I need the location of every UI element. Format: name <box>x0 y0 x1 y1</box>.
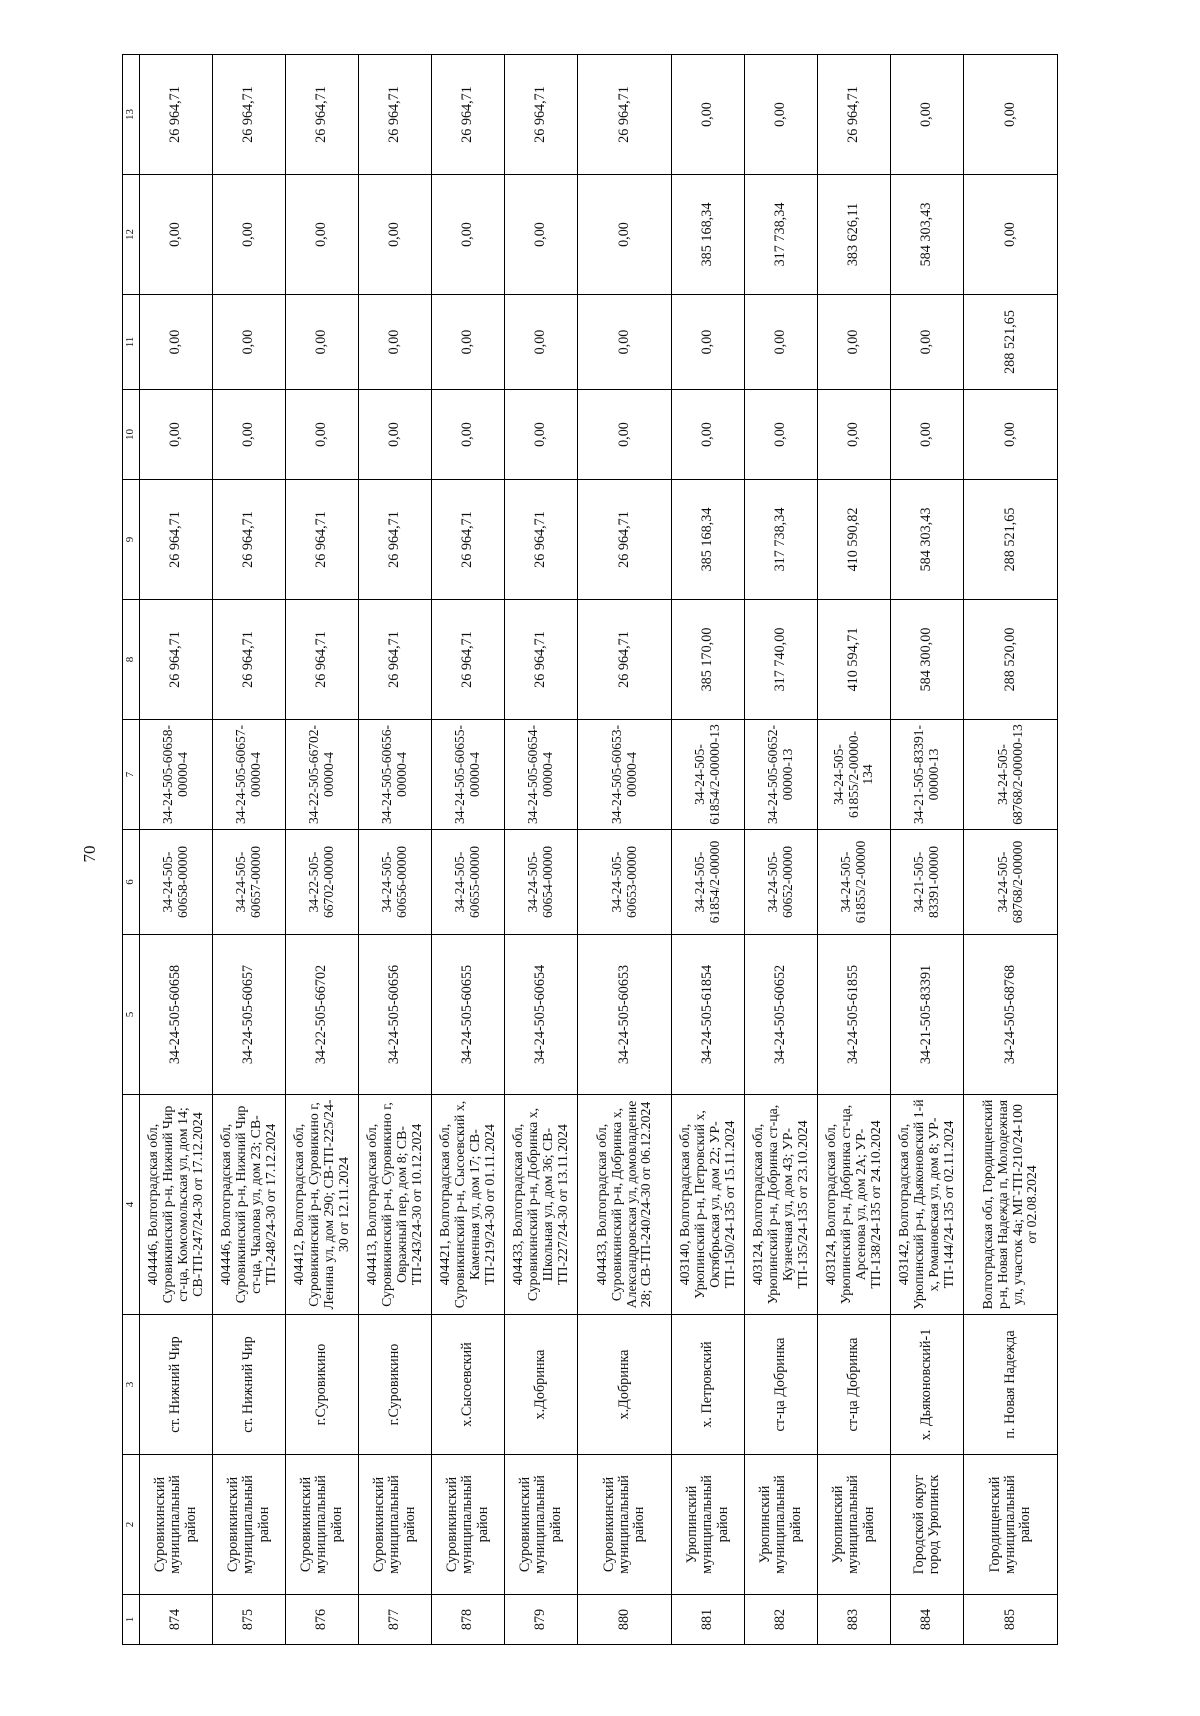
amount-cell: 26 964,71 <box>578 600 672 720</box>
table-row <box>505 55 578 1645</box>
amount-cell: 584 303,43 <box>891 480 964 600</box>
amount-cell: 410 594,71 <box>818 600 891 720</box>
amount-cell: 288 521,65 <box>964 480 1058 600</box>
amount-cell: 288 520,00 <box>964 600 1058 720</box>
amount-cell: 26 964,71 <box>505 600 578 720</box>
table-row <box>964 55 1058 1645</box>
amount-cell: 0,00 <box>891 295 964 390</box>
code-cell: 34-24-505-60658 <box>140 935 213 1095</box>
column-number: 13 <box>123 55 140 175</box>
amount-cell: 26 964,71 <box>578 480 672 600</box>
district-cell: Суровикинский муниципальный район <box>432 1455 505 1595</box>
rotated-table-container <box>122 55 1088 1645</box>
code-cell: 34-21-505-83391 <box>891 935 964 1095</box>
table-row <box>359 55 432 1645</box>
code-cell: 34-24-505-60653-00000-4 <box>578 720 672 830</box>
amount-cell: 26 964,71 <box>359 55 432 175</box>
address-cell: 404412, Волгоградская обл, Суровикинский р-н, Суровикино г, Ленина ул, дом 290; СВ-ТП-225/24-30 от 12.11.2024 <box>286 1095 359 1315</box>
district-cell: Суровикинский муниципальный район <box>578 1455 672 1595</box>
code-cell: 34-24-505-60652-00000-13 <box>745 720 818 830</box>
amount-cell: 0,00 <box>818 390 891 480</box>
amount-cell: 0,00 <box>964 175 1058 295</box>
amount-cell: 26 964,71 <box>286 480 359 600</box>
column-number: 5 <box>123 935 140 1095</box>
code-cell: 34-22-505-66702-00000 <box>286 830 359 935</box>
column-number: 7 <box>123 720 140 830</box>
district-cell: Урюпинский муниципальный район <box>672 1455 745 1595</box>
amount-cell: 0,00 <box>213 390 286 480</box>
row-number: 880 <box>578 1595 672 1645</box>
district-cell: Городищенский муниципальный район <box>964 1455 1058 1595</box>
amount-cell: 0,00 <box>672 390 745 480</box>
row-number: 883 <box>818 1595 891 1645</box>
amount-cell: 26 964,71 <box>818 55 891 175</box>
code-cell: 34-24-505-68768 <box>964 935 1058 1095</box>
district-cell: Суровикинский муниципальный район <box>286 1455 359 1595</box>
address-cell: 404433, Волгоградская обл, Суровикинский р-н, Добринка х, Школьная ул, дом 36; СВ-ТП-227/24-30 от 13.11.2024 <box>505 1095 578 1315</box>
code-cell: 34-24-505-61855/2-00000 <box>818 830 891 935</box>
code-cell: 34-21-505-83391-00000-13 <box>891 720 964 830</box>
amount-cell: 410 590,82 <box>818 480 891 600</box>
amount-cell: 26 964,71 <box>578 55 672 175</box>
amount-cell: 26 964,71 <box>432 600 505 720</box>
amount-cell: 0,00 <box>672 295 745 390</box>
row-number: 878 <box>432 1595 505 1645</box>
code-cell: 34-24-505-61854 <box>672 935 745 1095</box>
page-number: 70 <box>80 845 99 863</box>
amount-cell: 0,00 <box>432 390 505 480</box>
table-row <box>672 55 745 1645</box>
code-cell: 34-24-505-61854/2-00000 <box>672 830 745 935</box>
row-number: 879 <box>505 1595 578 1645</box>
amount-cell: 26 964,71 <box>286 55 359 175</box>
address-cell: 404421, Волгоградская обл, Суровикинский р-н, Сысоевский х, Каменная ул, дом 17; СВ-ТП-219/24-30 от 01.11.2024 <box>432 1095 505 1315</box>
address-cell: 403124, Волгоградская обл, Урюпинский р-н, Добринка ст-ца, Арсенова ул, дом 2А; УР-ТП-138/24-135 от 24.10.2024 <box>818 1095 891 1315</box>
amount-cell: 0,00 <box>359 390 432 480</box>
address-cell: 403140, Волгоградская обл, Урюпинский р-н, Петровский х, Октябрьская ул, дом 22; УР-ТП-150/24-135 от 15.11.2024 <box>672 1095 745 1315</box>
code-cell: 34-24-505-60656 <box>359 935 432 1095</box>
amount-cell: 0,00 <box>213 175 286 295</box>
locality-cell: г.Суровикино <box>286 1315 359 1455</box>
table-row <box>140 55 213 1645</box>
amount-cell: 584 300,00 <box>891 600 964 720</box>
amount-cell: 26 964,71 <box>359 480 432 600</box>
address-cell: 404433, Волгоградская обл, Суровикинский р-н, Добринка х, Александровская ул, домовладение 28; СВ-ТП-240/24-30 от 06.12.2024 <box>578 1095 672 1315</box>
code-cell: 34-24-505-60658-00000 <box>140 830 213 935</box>
amount-cell: 26 964,71 <box>432 480 505 600</box>
code-cell: 34-24-505-61855 <box>818 935 891 1095</box>
amount-cell: 0,00 <box>578 390 672 480</box>
amount-cell: 317 740,00 <box>745 600 818 720</box>
table-row <box>818 55 891 1645</box>
code-cell: 34-24-505-60655-00000-4 <box>432 720 505 830</box>
amount-cell: 584 303,43 <box>891 175 964 295</box>
code-cell: 34-24-505-60653 <box>578 935 672 1095</box>
code-cell: 34-24-505-68768/2-00000 <box>964 830 1058 935</box>
row-number: 881 <box>672 1595 745 1645</box>
column-number: 1 <box>123 1595 140 1645</box>
amount-cell: 317 738,34 <box>745 480 818 600</box>
address-cell: 404446, Волгоградская обл, Суровикинский р-н, Нижний Чир ст-ца, Комсомольская ул, дом 14; СВ-ТП-247/24-30 от 17.12.2024 <box>140 1095 213 1315</box>
amount-cell: 26 964,71 <box>432 55 505 175</box>
data-table <box>122 54 1058 1645</box>
column-number: 2 <box>123 1455 140 1595</box>
column-number: 8 <box>123 600 140 720</box>
amount-cell: 0,00 <box>672 55 745 175</box>
locality-cell: х.Добринка <box>505 1315 578 1455</box>
code-cell: 34-24-505-60656-00000-4 <box>359 720 432 830</box>
row-number: 876 <box>286 1595 359 1645</box>
amount-cell: 385 168,34 <box>672 480 745 600</box>
amount-cell: 26 964,71 <box>213 55 286 175</box>
column-number: 10 <box>123 390 140 480</box>
address-cell: 403142, Волгоградская обл, Урюпинский р-н, Дьяконовский 1-й х, Романовская ул, дом 8; УР-ТП-144/24-135 от 02.11.2024 <box>891 1095 964 1315</box>
column-number: 4 <box>123 1095 140 1315</box>
code-cell: 34-24-505-61855/2-00000-134 <box>818 720 891 830</box>
code-cell: 34-24-505-61854/2-00000-13 <box>672 720 745 830</box>
table-row <box>213 55 286 1645</box>
amount-cell: 383 626,11 <box>818 175 891 295</box>
code-cell: 34-24-505-68768/2-00000-13 <box>964 720 1058 830</box>
amount-cell: 0,00 <box>359 175 432 295</box>
column-number-row <box>123 55 140 1645</box>
amount-cell: 0,00 <box>745 295 818 390</box>
amount-cell: 0,00 <box>964 55 1058 175</box>
column-number: 9 <box>123 480 140 600</box>
locality-cell: ст. Нижний Чир <box>140 1315 213 1455</box>
locality-cell: ст-ца Добринка <box>818 1315 891 1455</box>
code-cell: 34-24-505-60655 <box>432 935 505 1095</box>
table-row <box>745 55 818 1645</box>
amount-cell: 0,00 <box>578 295 672 390</box>
column-number: 6 <box>123 830 140 935</box>
amount-cell: 26 964,71 <box>213 480 286 600</box>
address-cell: 403124, Волгоградская обл, Урюпинский р-н, Добринка ст-ца, Кузнечная ул, дом 43; УР-ТП-135/24-135 от 23.10.2024 <box>745 1095 818 1315</box>
row-number: 884 <box>891 1595 964 1645</box>
amount-cell: 26 964,71 <box>359 600 432 720</box>
code-cell: 34-24-505-60654-00000 <box>505 830 578 935</box>
amount-cell: 26 964,71 <box>213 600 286 720</box>
locality-cell: г.Суровикино <box>359 1315 432 1455</box>
table-row <box>578 55 672 1645</box>
table-row <box>891 55 964 1645</box>
code-cell: 34-24-505-60652-00000 <box>745 830 818 935</box>
amount-cell: 0,00 <box>432 295 505 390</box>
locality-cell: п. Новая Надежда <box>964 1315 1058 1455</box>
amount-cell: 0,00 <box>745 55 818 175</box>
district-cell: Суровикинский муниципальный район <box>140 1455 213 1595</box>
code-cell: 34-24-505-60657-00000-4 <box>213 720 286 830</box>
code-cell: 34-21-505-83391-00000 <box>891 830 964 935</box>
row-number: 874 <box>140 1595 213 1645</box>
amount-cell: 0,00 <box>891 55 964 175</box>
locality-cell: ст-ца Добринка <box>745 1315 818 1455</box>
district-cell: Урюпинский муниципальный район <box>818 1455 891 1595</box>
locality-cell: ст. Нижний Чир <box>213 1315 286 1455</box>
district-cell: Урюпинский муниципальный район <box>745 1455 818 1595</box>
amount-cell: 26 964,71 <box>140 480 213 600</box>
district-cell: Городской округ город Урюпинск <box>891 1455 964 1595</box>
district-cell: Суровикинский муниципальный район <box>213 1455 286 1595</box>
amount-cell: 0,00 <box>359 295 432 390</box>
code-cell: 34-24-505-60657 <box>213 935 286 1095</box>
table-row <box>432 55 505 1645</box>
locality-cell: х. Петровский <box>672 1315 745 1455</box>
amount-cell: 0,00 <box>286 295 359 390</box>
amount-cell: 0,00 <box>432 175 505 295</box>
amount-cell: 0,00 <box>213 295 286 390</box>
amount-cell: 0,00 <box>140 390 213 480</box>
code-cell: 34-22-505-66702-00000-4 <box>286 720 359 830</box>
code-cell: 34-24-505-60653-00000 <box>578 830 672 935</box>
amount-cell: 385 170,00 <box>672 600 745 720</box>
amount-cell: 0,00 <box>140 175 213 295</box>
amount-cell: 0,00 <box>964 390 1058 480</box>
amount-cell: 26 964,71 <box>140 55 213 175</box>
amount-cell: 0,00 <box>891 390 964 480</box>
amount-cell: 288 521,65 <box>964 295 1058 390</box>
amount-cell: 385 168,34 <box>672 175 745 295</box>
amount-cell: 0,00 <box>578 175 672 295</box>
code-cell: 34-24-505-60654 <box>505 935 578 1095</box>
amount-cell: 26 964,71 <box>505 480 578 600</box>
amount-cell: 0,00 <box>505 390 578 480</box>
amount-cell: 0,00 <box>140 295 213 390</box>
locality-cell: х.Добринка <box>578 1315 672 1455</box>
code-cell: 34-24-505-60652 <box>745 935 818 1095</box>
address-cell: 404446, Волгоградская обл, Суровикинский р-н, Нижний Чир ст-ца, Чкалова ул, дом 23; СВ-ТП-248/24-30 от 17.12.2024 <box>213 1095 286 1315</box>
address-cell: 404413, Волгоградская обл, Суровикинский р-н, Суровикино г, Овражный пер, дом 8; СВ-ТП-243/24-30 от 10.12.2024 <box>359 1095 432 1315</box>
amount-cell: 0,00 <box>745 390 818 480</box>
code-cell: 34-24-505-60655-00000 <box>432 830 505 935</box>
locality-cell: х. Дьяконовский-1 <box>891 1315 964 1455</box>
row-number: 885 <box>964 1595 1058 1645</box>
amount-cell: 0,00 <box>505 295 578 390</box>
code-cell: 34-24-505-60656-00000 <box>359 830 432 935</box>
address-cell: Волгоградская обл, Городищенский р-н, Новая Надежда п, Молодежная ул, участок 4а; МГ-ТП-210/24-100 от 02.08.2024 <box>964 1095 1058 1315</box>
code-cell: 34-22-505-66702 <box>286 935 359 1095</box>
column-number: 11 <box>123 295 140 390</box>
column-number: 12 <box>123 175 140 295</box>
amount-cell: 0,00 <box>505 175 578 295</box>
amount-cell: 26 964,71 <box>140 600 213 720</box>
row-number: 875 <box>213 1595 286 1645</box>
amount-cell: 26 964,71 <box>286 600 359 720</box>
amount-cell: 317 738,34 <box>745 175 818 295</box>
code-cell: 34-24-505-60658-00000-4 <box>140 720 213 830</box>
code-cell: 34-24-505-60654-00000-4 <box>505 720 578 830</box>
column-number: 3 <box>123 1315 140 1455</box>
district-cell: Суровикинский муниципальный район <box>359 1455 432 1595</box>
row-number: 877 <box>359 1595 432 1645</box>
code-cell: 34-24-505-60657-00000 <box>213 830 286 935</box>
amount-cell: 0,00 <box>286 390 359 480</box>
table-row <box>286 55 359 1645</box>
amount-cell: 26 964,71 <box>505 55 578 175</box>
amount-cell: 0,00 <box>818 295 891 390</box>
amount-cell: 0,00 <box>286 175 359 295</box>
district-cell: Суровикинский муниципальный район <box>505 1455 578 1595</box>
locality-cell: х.Сысоевский <box>432 1315 505 1455</box>
row-number: 882 <box>745 1595 818 1645</box>
